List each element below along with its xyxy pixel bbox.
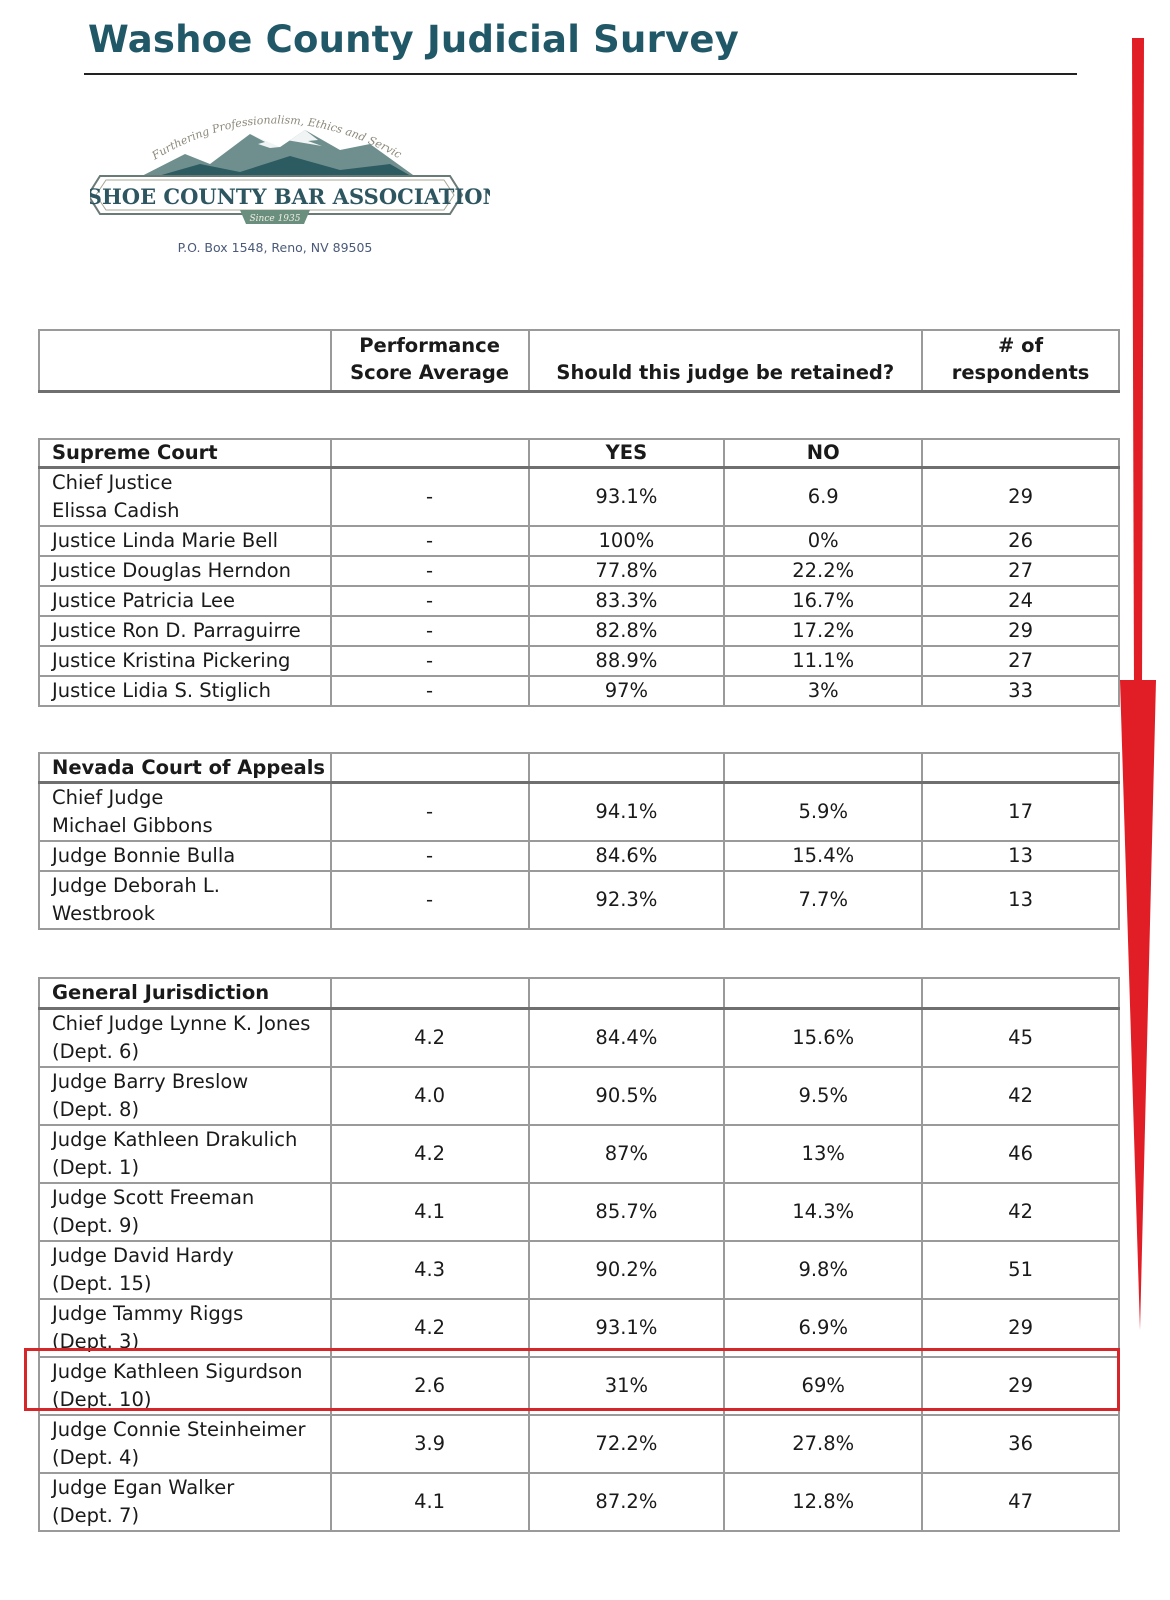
score-cell: - bbox=[331, 871, 529, 929]
yes-cell: 77.8% bbox=[529, 556, 725, 586]
yes-cell: 82.8% bbox=[529, 616, 725, 646]
table-row bbox=[39, 1183, 1119, 1241]
yes-cell: 85.7% bbox=[529, 1183, 725, 1241]
judge-name: Judge Kathleen Drakulich (Dept. 1) bbox=[39, 1125, 331, 1183]
judge-name: Justice Ron D. Parraguirre bbox=[39, 616, 331, 646]
no-cell: 17.2% bbox=[724, 616, 922, 646]
no-cell: 27.8% bbox=[724, 1415, 922, 1473]
no-cell: 15.6% bbox=[724, 1008, 922, 1067]
table-row bbox=[39, 871, 1119, 929]
header-respondents: # of respondents bbox=[922, 330, 1119, 392]
score-cell: - bbox=[331, 841, 529, 871]
table-row bbox=[39, 586, 1119, 616]
score-cell: 3.9 bbox=[331, 1415, 529, 1473]
yes-cell bbox=[529, 753, 725, 782]
section-title: General Jurisdiction bbox=[39, 978, 331, 1008]
bar-association-logo bbox=[90, 92, 490, 282]
no-cell: 13% bbox=[724, 1125, 922, 1183]
svg-text:P.O. Box 1548, Reno, NV 89505: P.O. Box 1548, Reno, NV 89505 bbox=[177, 240, 373, 255]
respondents-cell: 36 bbox=[922, 1415, 1119, 1473]
no-cell: 5.9% bbox=[724, 782, 922, 841]
judge-name: Justice Linda Marie Bell bbox=[39, 526, 331, 556]
table-row bbox=[39, 467, 1119, 526]
judge-name: Chief Justice Elissa Cadish bbox=[39, 467, 331, 526]
score-cell: - bbox=[331, 526, 529, 556]
no-cell: 15.4% bbox=[724, 841, 922, 871]
no-header: NO bbox=[724, 439, 922, 467]
score-cell: - bbox=[331, 782, 529, 841]
yes-cell: 31% bbox=[529, 1357, 725, 1415]
yes-cell: 84.4% bbox=[529, 1008, 725, 1067]
table-row bbox=[39, 1415, 1119, 1473]
respondents-cell: 29 bbox=[922, 1357, 1119, 1415]
yes-cell: 72.2% bbox=[529, 1415, 725, 1473]
table-row bbox=[39, 1067, 1119, 1125]
respondents-cell bbox=[922, 439, 1119, 467]
table-row bbox=[39, 616, 1119, 646]
yes-cell: 84.6% bbox=[529, 841, 725, 871]
yes-cell: 88.9% bbox=[529, 646, 725, 676]
general-jurisdiction-table bbox=[38, 977, 1120, 1532]
score-cell: - bbox=[331, 467, 529, 526]
score-cell: 4.1 bbox=[331, 1183, 529, 1241]
respondents-cell: 42 bbox=[922, 1183, 1119, 1241]
page-title: Washoe County Judicial Survey bbox=[88, 18, 739, 61]
score-cell: 4.1 bbox=[331, 1473, 529, 1531]
section-title: Supreme Court bbox=[39, 439, 331, 467]
respondents-cell: 17 bbox=[922, 782, 1119, 841]
yes-cell bbox=[529, 978, 725, 1008]
respondents-cell: 29 bbox=[922, 616, 1119, 646]
judge-name: Judge Deborah L. Westbrook bbox=[39, 871, 331, 929]
respondents-cell: 46 bbox=[922, 1125, 1119, 1183]
section-title: Nevada Court of Appeals bbox=[39, 753, 331, 782]
respondents-cell bbox=[922, 978, 1119, 1008]
yes-cell: 100% bbox=[529, 526, 725, 556]
no-cell: 9.5% bbox=[724, 1067, 922, 1125]
svg-text:Since 1935: Since 1935 bbox=[249, 214, 301, 224]
respondents-cell: 27 bbox=[922, 556, 1119, 586]
score-cell bbox=[331, 753, 529, 782]
no-cell: 69% bbox=[724, 1357, 922, 1415]
highlight-box bbox=[24, 1348, 1120, 1411]
judge-name: Chief Judge Michael Gibbons bbox=[39, 782, 331, 841]
supreme-court-table bbox=[38, 438, 1120, 707]
respondents-cell: 13 bbox=[922, 841, 1119, 871]
column-header-table bbox=[38, 329, 1120, 393]
no-cell: 3% bbox=[724, 676, 922, 706]
table-row bbox=[39, 1473, 1119, 1531]
table-row bbox=[39, 1125, 1119, 1183]
table-row bbox=[39, 646, 1119, 676]
score-cell: - bbox=[331, 586, 529, 616]
judge-name: Judge Egan Walker (Dept. 7) bbox=[39, 1473, 331, 1531]
header-blank bbox=[39, 330, 331, 392]
mountain-logo-icon bbox=[90, 92, 490, 282]
respondents-cell: 13 bbox=[922, 871, 1119, 929]
yes-cell: 90.2% bbox=[529, 1241, 725, 1299]
respondents-cell: 33 bbox=[922, 676, 1119, 706]
respondents-cell: 29 bbox=[922, 467, 1119, 526]
header-retain: Should this judge be retained? bbox=[529, 330, 923, 392]
yes-cell: 93.1% bbox=[529, 467, 725, 526]
no-cell: 6.9 bbox=[724, 467, 922, 526]
yes-cell: 94.1% bbox=[529, 782, 725, 841]
yes-cell: 83.3% bbox=[529, 586, 725, 616]
no-cell: 11.1% bbox=[724, 646, 922, 676]
judge-name: Judge Barry Breslow (Dept. 8) bbox=[39, 1067, 331, 1125]
no-cell: 12.8% bbox=[724, 1473, 922, 1531]
no-cell: 14.3% bbox=[724, 1183, 922, 1241]
score-cell: - bbox=[331, 616, 529, 646]
score-cell: - bbox=[331, 646, 529, 676]
header-score: Performance Score Average bbox=[331, 330, 529, 392]
yes-cell: 92.3% bbox=[529, 871, 725, 929]
judge-name: Justice Kristina Pickering bbox=[39, 646, 331, 676]
respondents-cell: 45 bbox=[922, 1008, 1119, 1067]
respondents-cell: 42 bbox=[922, 1067, 1119, 1125]
svg-text:WASHOE COUNTY BAR ASSOCIATION: SHOE COUNTY BAR ASSOCIATION bbox=[90, 184, 490, 209]
yes-cell: 90.5% bbox=[529, 1067, 725, 1125]
table-row bbox=[39, 1008, 1119, 1067]
respondents-cell: 26 bbox=[922, 526, 1119, 556]
table-row bbox=[39, 676, 1119, 706]
score-cell: 4.2 bbox=[331, 1125, 529, 1183]
score-cell: 4.2 bbox=[331, 1299, 529, 1357]
judge-name: Judge David Hardy (Dept. 15) bbox=[39, 1241, 331, 1299]
no-cell: 7.7% bbox=[724, 871, 922, 929]
score-cell: 4.0 bbox=[331, 1067, 529, 1125]
title-divider bbox=[84, 73, 1077, 75]
score-cell: 2.6 bbox=[331, 1357, 529, 1415]
svg-text:Furthering Professionalism, Et: Furthering Professionalism, Ethics and Servic bbox=[149, 113, 404, 163]
down-arrow-icon bbox=[1120, 30, 1168, 1360]
judge-name: Justice Douglas Herndon bbox=[39, 556, 331, 586]
score-cell: 4.3 bbox=[331, 1241, 529, 1299]
respondents-cell: 47 bbox=[922, 1473, 1119, 1531]
table-row bbox=[39, 526, 1119, 556]
judge-name: Judge Scott Freeman (Dept. 9) bbox=[39, 1183, 331, 1241]
respondents-cell: 24 bbox=[922, 586, 1119, 616]
yes-cell: 87.2% bbox=[529, 1473, 725, 1531]
judge-name: Judge Connie Steinheimer (Dept. 4) bbox=[39, 1415, 331, 1473]
no-cell: 22.2% bbox=[724, 556, 922, 586]
judge-name: Justice Patricia Lee bbox=[39, 586, 331, 616]
table-row bbox=[39, 1241, 1119, 1299]
score-cell: - bbox=[331, 556, 529, 586]
judge-name: Judge Kathleen Sigurdson (Dept. 10) bbox=[39, 1357, 331, 1415]
no-cell bbox=[724, 978, 922, 1008]
no-cell: 6.9% bbox=[724, 1299, 922, 1357]
yes-header: YES bbox=[529, 439, 725, 467]
no-cell: 16.7% bbox=[724, 586, 922, 616]
respondents-cell bbox=[922, 753, 1119, 782]
no-cell: 9.8% bbox=[724, 1241, 922, 1299]
no-cell bbox=[724, 753, 922, 782]
table-row bbox=[39, 841, 1119, 871]
respondents-cell: 27 bbox=[922, 646, 1119, 676]
yes-cell: 87% bbox=[529, 1125, 725, 1183]
score-cell bbox=[331, 439, 529, 467]
judge-name: Justice Lidia S. Stiglich bbox=[39, 676, 331, 706]
court-of-appeals-table bbox=[38, 752, 1120, 930]
no-cell: 0% bbox=[724, 526, 922, 556]
score-cell: 4.2 bbox=[331, 1008, 529, 1067]
score-cell bbox=[331, 978, 529, 1008]
judge-name: Judge Tammy Riggs (Dept. 3) bbox=[39, 1299, 331, 1357]
table-row bbox=[39, 556, 1119, 586]
judge-name: Chief Judge Lynne K. Jones (Dept. 6) bbox=[39, 1008, 331, 1067]
yes-cell: 93.1% bbox=[529, 1299, 725, 1357]
judge-name: Judge Bonnie Bulla bbox=[39, 841, 331, 871]
table-row bbox=[39, 782, 1119, 841]
yes-cell: 97% bbox=[529, 676, 725, 706]
respondents-cell: 51 bbox=[922, 1241, 1119, 1299]
score-cell: - bbox=[331, 676, 529, 706]
respondents-cell: 29 bbox=[922, 1299, 1119, 1357]
